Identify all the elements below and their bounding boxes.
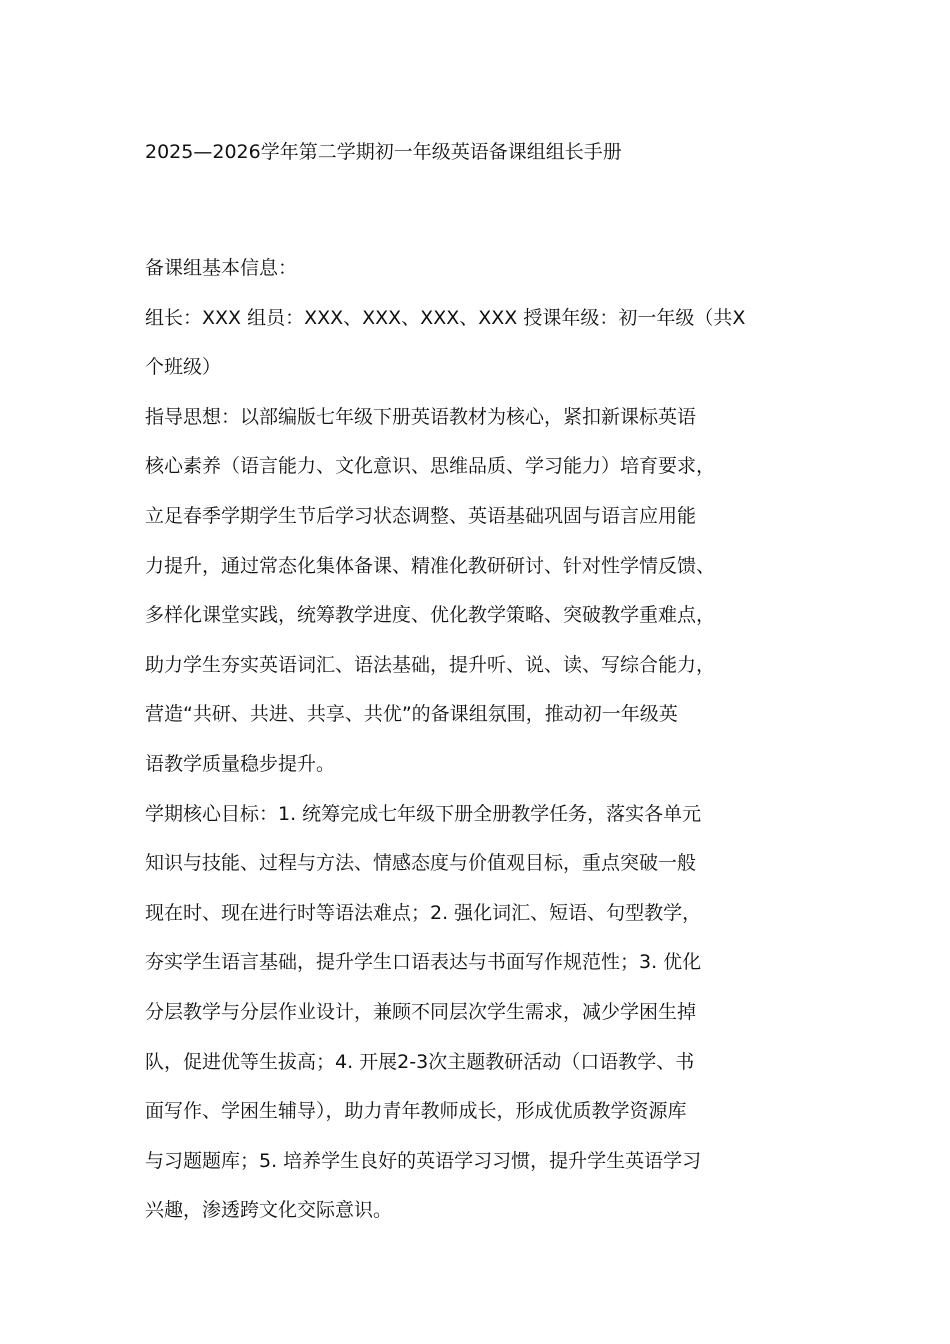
text-line: 面写作、学困生辅导），助力青年教师成长，形成优质教学资源库: [145, 1100, 687, 1123]
text-line: 夯实学生语言基础，提升学生口语表达与书面写作规范性；3. 优化: [145, 951, 702, 974]
core-goals-paragraph: [145, 790, 825, 1236]
members-paragraph: [145, 294, 825, 393]
text-line: 力提升，通过常态化集体备课、精准化教研研讨、针对性学情反馈、: [145, 554, 716, 577]
text-line: 营造“共研、共进、共享、共优”的备课组氛围，推动初一年级英: [145, 703, 678, 726]
text-line: 现在时、现在进行时等语法难点；2. 强化词汇、短语、句型教学，: [145, 901, 702, 924]
basic-info-heading: [145, 244, 825, 294]
text-line: 分层教学与分层作业设计，兼顾不同层次学生需求，减少学困生掉: [145, 1000, 697, 1023]
text-line: 组长：XXX 组员：XXX、XXX、XXX、XXX 授课年级：初一年级（共X: [145, 306, 746, 329]
text-line: 知识与技能、过程与方法、情感态度与价值观目标，重点突破一般: [145, 852, 697, 875]
document-title: 2025—2026学年第二学期初一年级英语备课组组长手册: [145, 141, 622, 163]
text-line: 指导思想：以部编版七年级下册英语教材为核心，紧扣新课标英语: [145, 405, 697, 428]
document-body: [145, 128, 825, 1236]
text-line: 兴趣，渗透跨文化交际意识。: [145, 1199, 393, 1222]
title-spacer: [145, 176, 825, 244]
text-line: 学期核心目标：1. 统筹完成七年级下册全册教学任务，落实各单元: [145, 802, 702, 825]
text-line: 与习题题库；5. 培养学生良好的英语学习习惯，提升学生英语学习: [145, 1149, 702, 1172]
text-line: 语教学质量稳步提升。: [145, 752, 336, 775]
text-line: 队，促进优等生拔高；4. 开展2-3次主题教研活动（口语教学、书: [145, 1050, 695, 1073]
text-line: 个班级）: [145, 356, 222, 379]
guiding-philosophy-paragraph: [145, 393, 825, 790]
text-line: 多样化课堂实践，统筹教学进度、优化教学策略、突破教学重难点，: [145, 604, 716, 627]
text-line: 核心素养（语言能力、文化意识、思维品质、学习能力）培育要求，: [145, 455, 716, 478]
text-line: 备课组基本信息：: [145, 257, 298, 279]
text-line: 助力学生夯实英语词汇、语法基础，提升听、说、读、写综合能力，: [145, 653, 716, 676]
text-line: 立足春季学期学生节后学习状态调整、英语基础巩固与语言应用能: [145, 504, 697, 527]
